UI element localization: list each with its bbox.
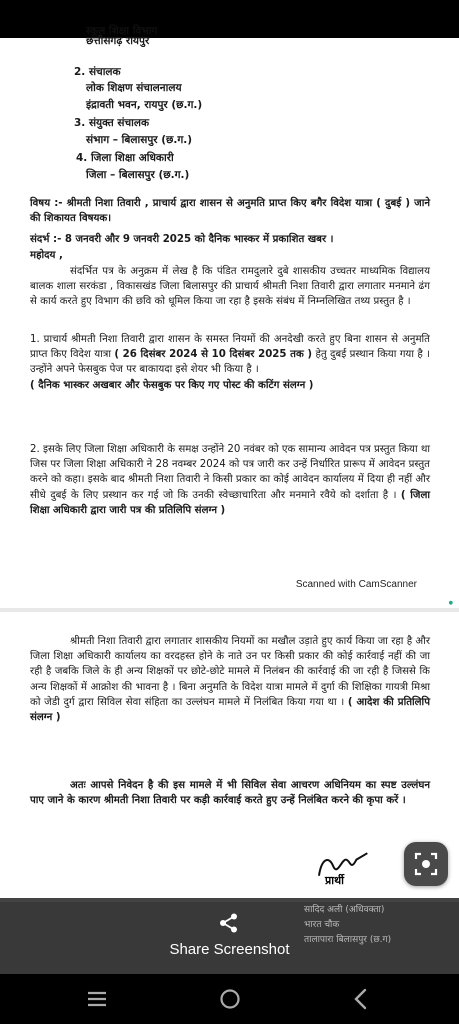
- point-1-text-2: हेतु दुबई प्रस्थान किया गया है । उन्होंने अपने फेसबुक पेज पर बाकायदा इसे शेयर भी किया है ।: [30, 349, 430, 376]
- point-2-text: 2. इसके लिए जिला शिक्षा अधिकारी के समक्ष उन्होंने 20 नवंबर को एक सामान्य आवेदन पत्र प्रस्तुत किया था जिस पर जिला शिक्षा अधिकारी ने 28 नवम्बर 2024 को पत्र जारी कर उन्हें निर्धारित प्रारूप में आवेदन प्रस्तुत करने को कहा। इसके बाद श्रीमती निशा तिवारी ने किसी प्रकार का कोई आवेदन कार्यालय में दिया ही नहीं और सीधे दुबई के लिए प्रस्थान कर गई जो कि उनकी स्वेच्छाचारिता और मनमाने रवैये को दर्शाता है ।: [30, 444, 430, 501]
- point-1: [30, 332, 430, 393]
- back-icon[interactable]: [346, 984, 376, 1014]
- page2-paragraph-1-text: श्रीमती निशा तिवारी द्वारा लगातार शासकीय नियमों का मखौल उड़ाते हुए कार्य किया जा रहा है और जिला शिक्षा अधिकारी कार्यालय का वरदहस्त होने के नाते उन पर किसी प्रकार की कोई कार्रवाई नहीं की जा रही है जबकि जिले के ही अन्य शिक्षकों पर छोटे-छोटे मामले में निलंबन की कार्रवाई की जा रही है जिससे कि अन्य शिक्षकों में आक्रोश की भावना है । बिना अनुमति के विदेश यात्रा मामले में दुर्गा की शिक्षिका गायत्री मिश्रा को जेडी दुर्ग द्वारा सिविल सेवा संहिता का उल्लंघन मामले में निलंबित किया गया था ।: [30, 636, 430, 708]
- share-icon[interactable]: [218, 912, 240, 934]
- signer-name: सादिद अली (अधिवक्ता): [304, 905, 385, 915]
- scanner-logo: ●: [448, 600, 453, 606]
- point-2: [30, 442, 430, 518]
- scanner-watermark: Scanned with CamScanner: [295, 579, 417, 590]
- address-line: इंद्रावती भवन, रायपुर (छ.ग.): [86, 99, 203, 111]
- page2-paragraph-1: [30, 634, 430, 725]
- address-line: लोक शिक्षण संचालनालय: [86, 82, 182, 94]
- intro-paragraph: संदर्भित पत्र के अनुक्रम में लेख है कि पंडित रामदुलारे दुबे शासकीय उच्चतर माध्यमिक विद्यालय बालक शाला सरकंडा , विकासखंड जिला बिलासपुर की प्राचार्य श्रीमती निशा तिवारी द्वारा लगातार मनमाने ढंग से कार्य करते हुए विभाग की छवि को धूमिल किया जा रहा है इसके संबंध में निम्नलिखित तथ्य प्रस्तुत है ।: [30, 266, 430, 308]
- page2-paragraph-2: अतः आपसे निवेदन है की इस मामले में भी सिविल सेवा आचरण अधिनियम का स्पष्ट उल्लंघन पाए जाने के कारण श्रीमती निशा तिवारी पर कड़ी कार्रवाई करते हुए उन्हें निलंबित करने की कृपा करें ।: [30, 780, 430, 807]
- point-1-text: 1. प्राचार्य श्रीमती निशा तिवारी द्वारा शासन के समस्त नियमों की अनदेखी करते हुए बिना शासन से अनुमति प्राप्त किए विदेश यात्रा: [30, 334, 430, 361]
- address-item-title: 3. संयुक्त संचालक: [74, 117, 150, 129]
- page2-paragraph-1-note: ( आदेश की प्रतिलिपि संलग्न ): [30, 696, 430, 724]
- address-item-title: 2. संचालक: [74, 66, 121, 78]
- status-bar: [0, 0, 459, 38]
- signer-label: प्रार्थी: [325, 874, 344, 887]
- share-screenshot-button[interactable]: Share Screenshot: [169, 941, 290, 958]
- lens-button[interactable]: [404, 842, 448, 886]
- point-1-dates: ( 26 दिसंबर 2024 से 10 दिसंबर 2025 तक ): [114, 349, 313, 361]
- point-2-note: ( जिला शिक्षा अधिकारी द्वारा जारी पत्र की प्रतिलिपि संलग्न ): [30, 489, 430, 516]
- reference-line: संदर्भ :- 8 जनवरी और 9 जनवरी 2025 को दैनिक भास्कर में प्रकाशित खबर ।: [30, 234, 334, 245]
- point-1-note: ( दैनिक भास्कर अखबार और फेसबुक पर किए गए पोस्ट की कटिंग संलग्न ): [30, 379, 314, 391]
- subject-line: विषय :- श्रीमती निशा तिवारी , प्राचार्य द्वारा शासन से अनुमति प्राप्त किए बगैर विदेश यात्रा ( दुबई ) जाने की शिकायत विषयक।: [30, 198, 430, 225]
- lens-icon: [404, 842, 448, 886]
- document-page-1: [0, 25, 459, 608]
- signer-address-2: तालापारा बिलासपुर (छ.ग): [304, 935, 392, 945]
- address-line: संभाग – बिलासपुर (छ.ग.): [86, 134, 193, 146]
- salutation: महोदय ,: [30, 250, 63, 261]
- address-line: छत्तीसगढ़ रायपुर: [86, 35, 150, 47]
- back-arrow-icon[interactable]: [14, 50, 44, 80]
- address-item-title: 4. जिला शिक्षा अधिकारी: [76, 152, 174, 164]
- home-icon[interactable]: [215, 984, 245, 1014]
- address-line: जिला – बिलासपुर (छ.ग.): [86, 169, 190, 181]
- recents-icon[interactable]: [82, 984, 112, 1014]
- signer-address-1: भारत चौक: [304, 920, 340, 930]
- address-line-partial: स्कूल शिक्षा विभाग: [86, 25, 158, 37]
